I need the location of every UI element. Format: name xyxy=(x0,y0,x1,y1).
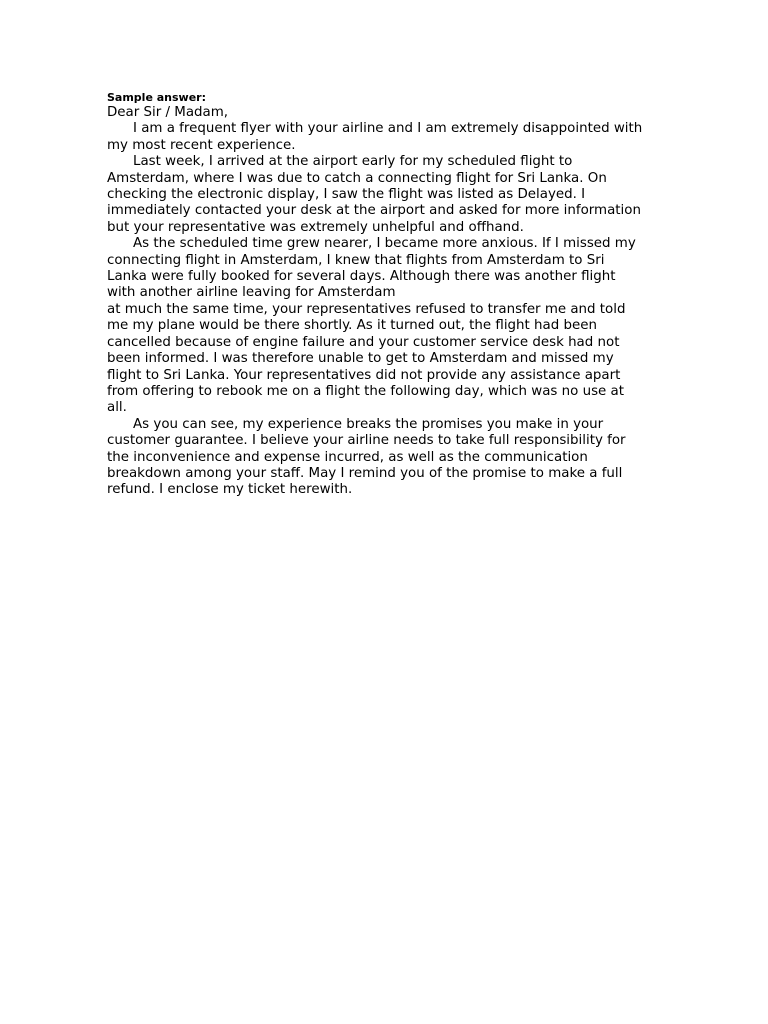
letter-line xyxy=(107,269,667,285)
letter-line xyxy=(107,302,667,318)
letter-line xyxy=(107,335,667,351)
letter-line xyxy=(107,384,667,400)
letter-line xyxy=(107,318,667,334)
letter-line-text: I am a frequent flyer with your airline and I am extremely disappointed with xyxy=(133,121,643,137)
letter-line-text: from offering to rebook me on a flight the following day, which was no use at xyxy=(107,383,625,399)
letter-line xyxy=(107,121,667,137)
letter-line-text: but your representative was extremely unhelpful and offhand. xyxy=(107,219,524,235)
letter-line-text: cancelled because of engine failure and your customer service desk had not xyxy=(107,334,620,350)
letter-line-text: Last week, I arrived at the airport early for my scheduled flight to xyxy=(133,154,573,170)
letter-line-text: flight to Sri Lanka. Your representatives did not provide any assistance apart xyxy=(107,367,621,383)
letter-body xyxy=(107,91,667,499)
letter-line xyxy=(107,417,667,433)
letter-line-text: checking the electronic display, I saw the flight was listed as Delayed. I xyxy=(107,187,586,203)
letter-line xyxy=(107,203,667,219)
letter-line xyxy=(107,236,667,252)
letter-line xyxy=(107,351,667,367)
letter-line xyxy=(107,285,667,301)
sample-answer-heading: Sample answer: xyxy=(107,91,206,104)
letter-line xyxy=(107,368,667,384)
letter-line-text: refund. I enclose my ticket herewith. xyxy=(107,482,353,498)
letter-line-text: with another airline leaving for Amsterdam xyxy=(107,285,396,301)
letter-line-text: all. xyxy=(107,400,127,416)
letter-line xyxy=(107,220,667,236)
salutation: Dear Sir / Madam, xyxy=(107,105,229,120)
letter-line xyxy=(107,187,667,203)
letter-line-text: at much the same time, your representatives refused to transfer me and told xyxy=(107,301,626,317)
letter-line xyxy=(107,154,667,170)
letter-line-text: me my plane would be there shortly. As it turned out, the flight had been xyxy=(107,318,597,334)
letter-line-text: breakdown among your staff. May I remind you of the promise to make a full xyxy=(107,465,623,481)
letter-line-text: As the scheduled time grew nearer, I became more anxious. If I missed my xyxy=(133,236,636,252)
letter-line-text: the inconvenience and expense incurred, as well as the communication xyxy=(107,449,588,465)
letter-line-text: As you can see, my experience breaks the promises you make in your xyxy=(133,416,604,432)
letter-line xyxy=(107,482,667,498)
letter-line xyxy=(107,253,667,269)
letter-line xyxy=(107,171,667,187)
letter-line xyxy=(107,466,667,482)
letter-line-text: customer guarantee. I believe your airline needs to take full responsibility for xyxy=(107,433,626,449)
letter-line xyxy=(107,400,667,416)
letter-line-text: been informed. I was therefore unable to get to Amsterdam and missed my xyxy=(107,351,614,367)
letter-line xyxy=(107,433,667,449)
letter-line-text: my most recent experience. xyxy=(107,137,296,153)
letter-line-text: Amsterdam, where I was due to catch a connecting flight for Sri Lanka. On xyxy=(107,170,607,186)
letter-line xyxy=(107,138,667,154)
letter-line-text: connecting flight in Amsterdam, I knew that flights from Amsterdam to Sri xyxy=(107,252,605,268)
letter-line-text: immediately contacted your desk at the airport and asked for more information xyxy=(107,203,641,219)
letter-text xyxy=(107,121,667,498)
letter-line xyxy=(107,450,667,466)
letter-line-text: Lanka were fully booked for several days. Although there was another flight xyxy=(107,269,616,285)
